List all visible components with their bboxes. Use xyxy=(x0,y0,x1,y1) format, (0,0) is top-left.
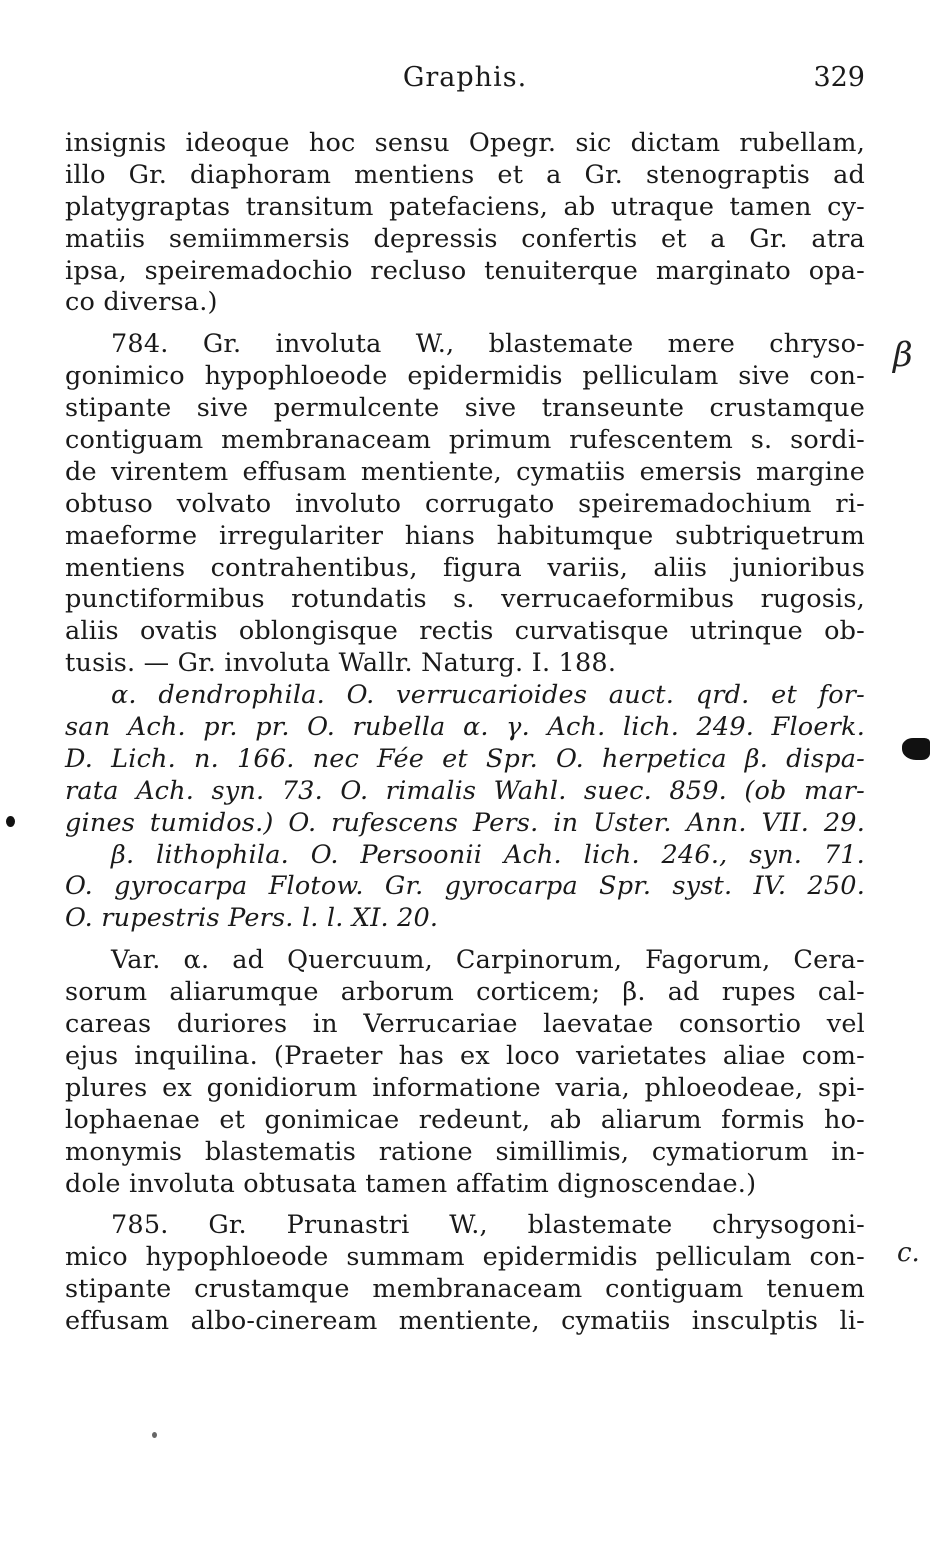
running-title: Graphis. xyxy=(402,62,528,93)
text-line: contiguam membranaceam primum rufescentem s. sordi- xyxy=(65,425,865,456)
text-line: dole involuta obtusata tamen affatim dignoscendae.) xyxy=(65,1168,757,1199)
text-line: stipante crustamque membranaceam contiguam tenuem xyxy=(65,1274,865,1305)
synonym-line: O. rupestris Pers. l. l. XI. 20. xyxy=(65,903,439,934)
text-line: plures ex gonidiorum informatione varia, phloeodeae, spi- xyxy=(65,1072,865,1103)
body-text xyxy=(65,128,865,1338)
text-line: ejus inquilina. (Praeter has ex loco varietates aliae com- xyxy=(65,1040,865,1071)
text-line: lophaenae et gonimicae redeunt, ab aliarum formis ho- xyxy=(65,1104,865,1135)
text-line: de virentem effusam mentiente, cymatiis emersis margine xyxy=(65,456,865,487)
species-heading-784: 784. Gr. involuta W., blastemate mere chryso- xyxy=(111,329,865,360)
page-number: 329 xyxy=(813,62,865,93)
synonym-line: san Ach. pr. pr. O. rubella α. γ. Ach. lich. 249. Floerk. xyxy=(65,712,865,743)
text-line: Var. α. ad Quercuum, Carpinorum, Fagorum, Cera- xyxy=(111,945,865,976)
synonym-line: D. Lich. n. 166. nec Fée et Spr. O. herpetica β. dispa- xyxy=(65,743,865,774)
text-line: co diversa.) xyxy=(65,287,218,318)
synonym-line: α. dendrophila. O. verrucarioides auct. qrd. et for- xyxy=(111,680,865,711)
text-line: maeforme irregulariter hians habitumque subtriquetrum xyxy=(65,520,865,551)
text-line: obtuso volvato involuto corrugato speiremadochium ri- xyxy=(65,488,865,519)
text-line: stipante sive permulcente sive transeunte crustamque xyxy=(65,393,865,424)
text-line: ipsa, speiremadochio recluso tenuiterque marginato opa- xyxy=(65,255,865,286)
text-line: insignis ideoque hoc sensu Opegr. sic dictam rubellam, xyxy=(65,128,865,158)
text-line: tusis. — Gr. involuta Wallr. Naturg. I. 188. xyxy=(65,648,617,679)
text-line: monymis blastematis ratione simillimis, cymatiorum in- xyxy=(65,1136,865,1167)
text-line: punctiformibus rotundatis s. verrucaeformibus rugosis, xyxy=(65,584,865,615)
text-line: matiis semiimmersis depressis confertis et a Gr. atra xyxy=(65,223,865,254)
running-head xyxy=(65,62,865,102)
species-heading-785: 785. Gr. Prunastri W., blastemate chrysogoni- xyxy=(111,1210,865,1241)
ink-speck xyxy=(6,816,15,827)
text-line: mentiens contrahentibus, figura variis, aliis junioribus xyxy=(65,552,865,583)
text-line: platygraptas transitum patefaciens, ab utraque tamen cy- xyxy=(65,191,865,222)
synonym-line: β. lithophila. O. Persoonii Ach. lich. 246., syn. 71. xyxy=(111,839,865,870)
text-line: illo Gr. diaphoram mentiens et a Gr. stenograptis ad xyxy=(65,159,865,190)
synonym-line: O. gyrocarpa Flotow. Gr. gyrocarpa Spr. syst. IV. 250. xyxy=(65,871,865,902)
ink-speck xyxy=(902,738,930,760)
text-line: gonimico hypophloeode epidermidis pelliculam sive con- xyxy=(65,361,865,392)
synonym-line: rata Ach. syn. 73. O. rimalis Wahl. suec. 859. (ob mar- xyxy=(65,775,865,806)
marginal-note-beta: β xyxy=(893,335,913,375)
text-line: effusam albo-cineream mentiente, cymatiis insculptis li- xyxy=(65,1306,865,1337)
marginal-note-c: c. xyxy=(897,1238,920,1268)
text-line: sorum aliarumque arborum corticem; β. ad rupes cal- xyxy=(65,977,865,1008)
text-line: careas duriores in Verrucariae laevatae consortio vel xyxy=(65,1009,865,1040)
synonym-line: gines tumidos.) O. rufescens Pers. in Uster. Ann. VII. 29. xyxy=(65,807,865,838)
text-line: aliis ovatis oblongisque rectis curvatisque utrinque ob- xyxy=(65,616,865,647)
text-line: mico hypophloeode summam epidermidis pelliculam con- xyxy=(65,1242,865,1273)
ink-speck xyxy=(152,1432,157,1438)
